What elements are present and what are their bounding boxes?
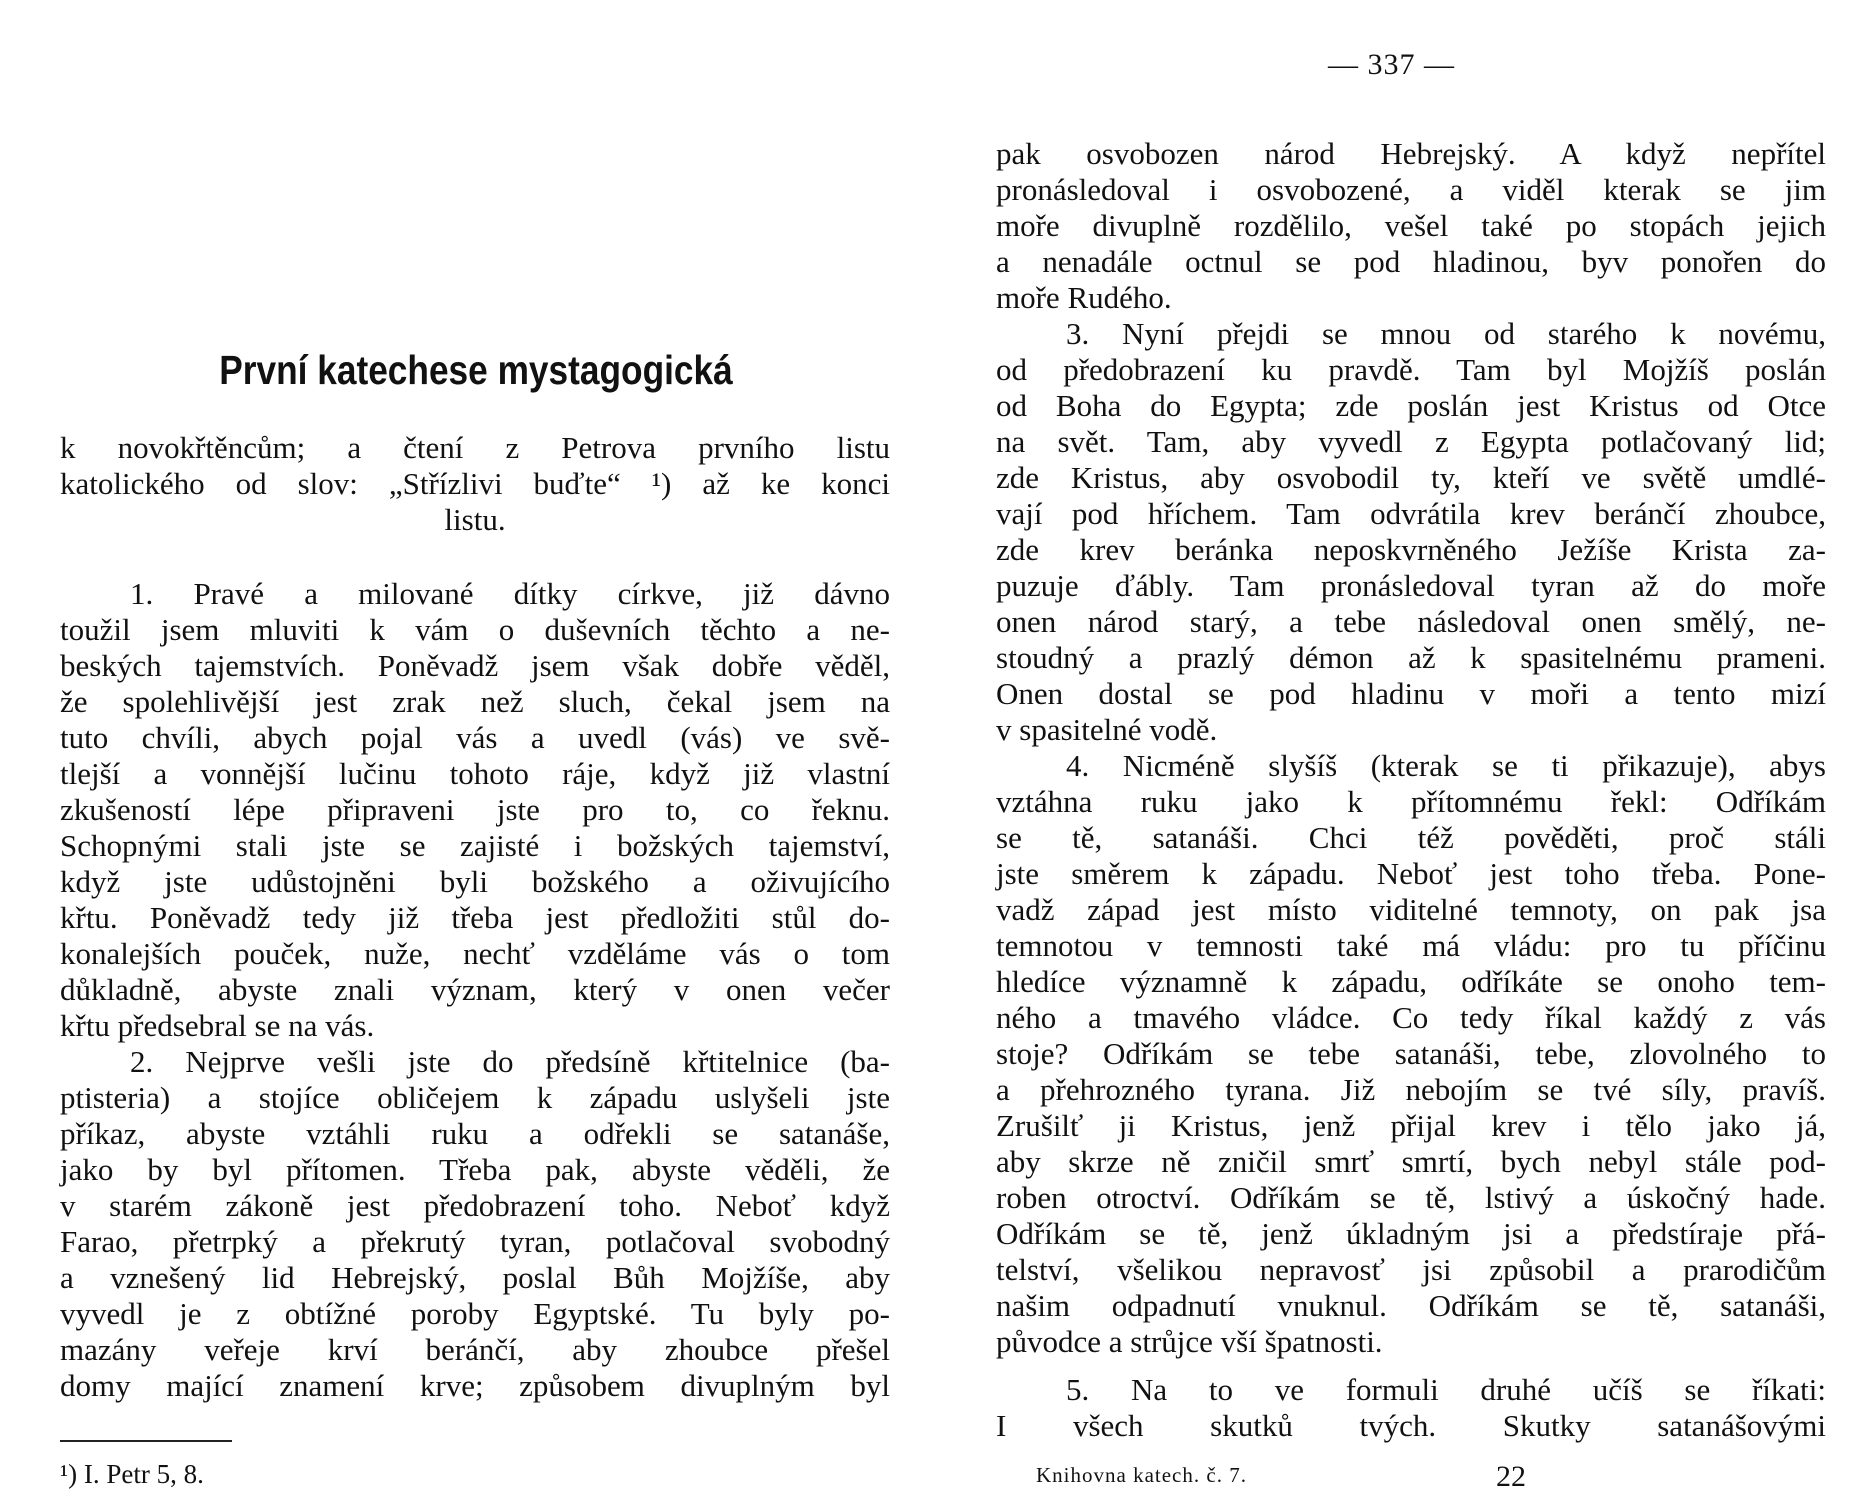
paragraph-4-line: ného a tmavého vládce. Co tedy říkal každý z vás bbox=[996, 1000, 1826, 1035]
paragraph-3-line: stoudný a prazlý démon až k spasitelnému prameni. bbox=[996, 640, 1826, 675]
paragraph-5-line: 5. Na to ve formuli druhé učíš se říkati: bbox=[1066, 1372, 1826, 1407]
paragraph-3-line: na svět. Tam, aby vyvedl z Egypta potlačovaný lid; bbox=[996, 424, 1826, 459]
footnote-divider bbox=[60, 1440, 232, 1442]
subtitle-line: listu. bbox=[444, 502, 506, 537]
paragraph-5-line: I všech skutků tvých. Skutky satanášovými bbox=[996, 1408, 1826, 1443]
paragraph-4-line: jste směrem k západu. Neboť jest toho třeba. Pone- bbox=[996, 856, 1826, 891]
paragraph-1-line: křtu. Poněvadž tedy již třeba jest předložiti stůl do- bbox=[60, 900, 890, 935]
paragraph-2-line: 2. Nejprve vešli jste do předsíně křtitelnice (ba- bbox=[130, 1044, 890, 1079]
paragraph-1-line: toužil jsem mluviti k vám o duševních těchto a ne- bbox=[60, 612, 890, 647]
paragraph-4-line: a přehrozného tyrana. Již nebojím se tvé síly, pravíš. bbox=[996, 1072, 1826, 1107]
paragraph-3-line: od předobrazení ku pravdě. Tam byl Mojžíš poslán bbox=[996, 352, 1826, 387]
paragraph-3-line: zde Kristus, aby osvobodil ty, kteří ve světě umdlé- bbox=[996, 460, 1826, 495]
paragraph-1-line: Schopnými stali jste se zajisté i božských tajemství, bbox=[60, 828, 890, 863]
paragraph-2-line: v starém zákoně jest předobrazení toho. Neboť když bbox=[60, 1188, 890, 1223]
paragraph-4-line: roben otroctví. Odříkám se tě, lstivý a úskočný hade. bbox=[996, 1180, 1826, 1215]
paragraph-2-line: mazány veřeje krví beránčí, aby zhoubce přešel bbox=[60, 1332, 890, 1367]
paragraph-2-line: domy mající znamení krve; způsobem divuplným byl bbox=[60, 1368, 890, 1403]
page-number: — 337 — bbox=[1328, 48, 1455, 81]
printer-signature: Knihovna katech. č. 7. bbox=[1036, 1463, 1247, 1487]
paragraph-1-line: křtu předsebral se na vás. bbox=[60, 1008, 375, 1043]
paragraph-4-line: hledíce významně k západu, odříkáte se onoho tem- bbox=[996, 964, 1826, 999]
paragraph-4-line: vadž západ jest místo viditelné temnoty, on pak jsa bbox=[996, 892, 1826, 927]
paragraph-1-line: že spolehlivější jest zrak než sluch, čekal jsem na bbox=[60, 684, 890, 719]
paragraph-2-continued-line: pak osvobozen národ Hebrejský. A když nepřítel bbox=[996, 136, 1826, 171]
paragraph-4-line: telství, všelikou nepravosť jsi způsobil a prarodičům bbox=[996, 1252, 1826, 1287]
paragraph-2-line: a vznešený lid Hebrejský, poslal Bůh Mojžíše, aby bbox=[60, 1260, 890, 1295]
paragraph-3-line: Onen dostal se pod hladinu v moři a tento mizí bbox=[996, 676, 1826, 711]
paragraph-2-line: příkaz, abyste vztáhli ruku a odřekli se satanáše, bbox=[60, 1116, 890, 1151]
paragraph-1-line: konalejších pouček, nuže, nechť vzděláme vás o tom bbox=[60, 936, 890, 971]
paragraph-2-line: ptisteria) a stojíce obličejem k západu uslyšeli jste bbox=[60, 1080, 890, 1115]
paragraph-1-line: důkladně, abyste znali význam, který v onen večer bbox=[60, 972, 890, 1007]
paragraph-2-continued-line: moře Rudého. bbox=[996, 280, 1172, 315]
paragraph-4-line: temnotou v temnosti také má vládu: pro tu příčinu bbox=[996, 928, 1826, 963]
paragraph-4-line: Odříkám se tě, jenž úkladným jsi a předstíraje přá- bbox=[996, 1216, 1826, 1251]
paragraph-4-line: původce a strůjce vší špatnosti. bbox=[996, 1324, 1383, 1359]
paragraph-4-line: Zrušilť ji Kristus, jenž přijal krev i tělo jako já, bbox=[996, 1108, 1826, 1143]
paragraph-1-line: 1. Pravé a milované dítky církve, již dávno bbox=[130, 576, 890, 611]
right-page bbox=[936, 0, 1872, 1500]
paragraph-1-line: tuto chvíli, abych pojal vás a uvedl (vás) ve svě- bbox=[60, 720, 890, 755]
paragraph-3-line: onen národ starý, a tebe následoval onen smělý, ne- bbox=[996, 604, 1826, 639]
paragraph-4-line: našim odpadnutí vnuknul. Odříkám se tě, satanáši, bbox=[996, 1288, 1826, 1323]
paragraph-1-line: beských tajemstvích. Poněvadž jsem však dobře věděl, bbox=[60, 648, 890, 683]
paragraph-3-line: zde krev beránka neposkvrněného Ježíše Krista za- bbox=[996, 532, 1826, 567]
paragraph-3-line: od Boha do Egypta; zde poslán jest Kristus od Otce bbox=[996, 388, 1826, 423]
paragraph-4-line: se tě, satanáši. Chci též pověděti, proč stáli bbox=[996, 820, 1826, 855]
subtitle-line: katolického od slov: „Střízlivi buďte“ ¹) až ke konci bbox=[60, 466, 890, 501]
signature-mark: 22 bbox=[1496, 1460, 1526, 1493]
paragraph-2-continued-line: pronásledoval i osvobozené, a viděl kterak se jim bbox=[996, 172, 1826, 207]
paragraph-3-line: v spasitelné vodě. bbox=[996, 712, 1218, 747]
paragraph-3-line: vají pod hříchem. Tam odvrátila krev beránčí zhoubce, bbox=[996, 496, 1826, 531]
footnote: ¹) I. Petr 5, 8. bbox=[60, 1459, 204, 1489]
paragraph-1-line: když jste udůstojněni byli božského a oživujícího bbox=[60, 864, 890, 899]
paragraph-3-line: puzuje ďábly. Tam pronásledoval tyran až do moře bbox=[996, 568, 1826, 603]
paragraph-3-line: 3. Nyní přejdi se mnou od starého k novému, bbox=[1066, 316, 1826, 351]
paragraph-2-line: jako by byl přítomen. Třeba pak, abyste věděli, že bbox=[60, 1152, 890, 1187]
paragraph-2-line: vyvedl je z obtížné poroby Egyptské. Tu byly po- bbox=[60, 1296, 890, 1331]
paragraph-4-line: aby skrze ně zničil smrť smrtí, bych nebyl stále pod- bbox=[996, 1144, 1826, 1179]
subtitle-line: k novokřtěncům; a čtení z Petrova prvního listu bbox=[60, 430, 890, 465]
paragraph-4-line: 4. Nicméně slyšíš (kterak se ti přikazuje), abys bbox=[1066, 748, 1826, 783]
paragraph-2-line: Farao, přetrpký a překrutý tyran, potlačoval svobodný bbox=[60, 1224, 890, 1259]
paragraph-1-line: tlejší a vonnější lučinu tohoto ráje, když již vlastní bbox=[60, 756, 890, 791]
chapter-title: První katechese mystagogická bbox=[219, 347, 733, 393]
paragraph-2-continued-line: moře divuplně rozdělilo, vešel také po stopách jejich bbox=[996, 208, 1826, 243]
paragraph-4-line: stoje? Odříkám se tebe satanáši, tebe, zlovolného to bbox=[996, 1036, 1826, 1071]
paragraph-4-line: vztáhna ruku jako k přítomnému řekl: Odříkám bbox=[996, 784, 1826, 819]
paragraph-2-continued-line: a nenadále octnul se pod hladinou, byv ponořen do bbox=[996, 244, 1826, 279]
paragraph-1-line: zkušeností lépe připraveni jste pro to, co řeknu. bbox=[60, 792, 890, 827]
